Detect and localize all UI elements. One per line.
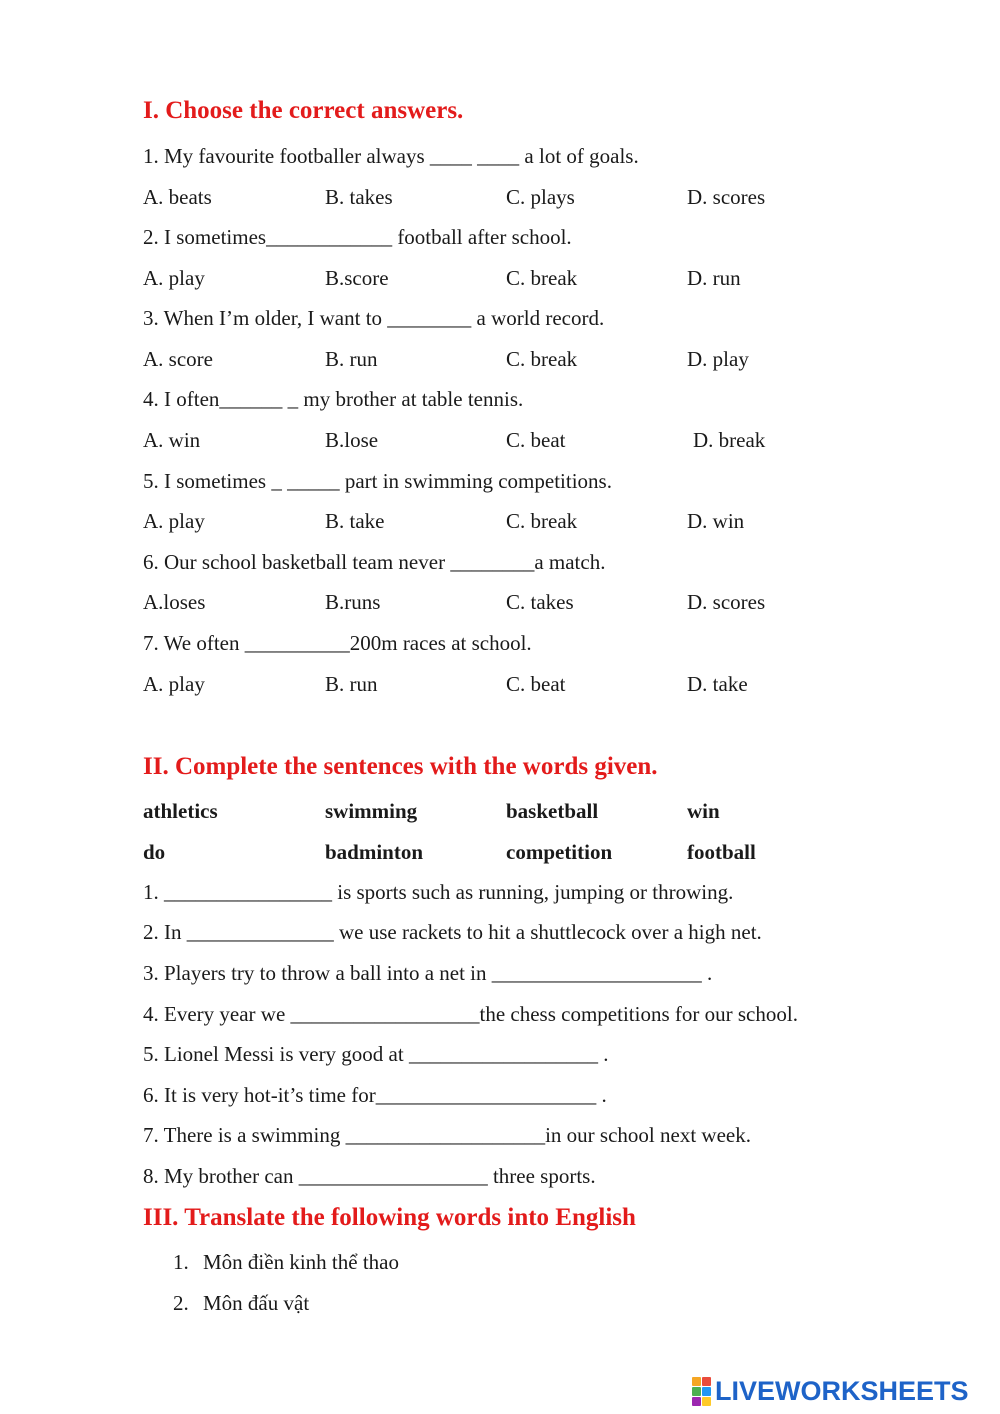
sentence-2: 2. In ______________ we use rackets to hit a shuttlecock over a high net. bbox=[143, 920, 762, 944]
q2-option-d: D. run bbox=[687, 266, 741, 290]
logo-tile bbox=[692, 1377, 701, 1386]
q4-option-b: B.lose bbox=[325, 428, 379, 452]
q6-option-b: B.runs bbox=[325, 590, 381, 614]
translate-item-text: Môn điền kinh thể thao bbox=[203, 1250, 399, 1274]
q2-option-b: B.score bbox=[325, 266, 389, 290]
sentence-6: 6. It is very hot-it’s time for_____________________ . bbox=[143, 1083, 607, 1107]
q2-option-c: C. break bbox=[506, 266, 578, 290]
section2-title: II. Complete the sentences with the words given. bbox=[143, 753, 658, 780]
q3-option-c: C. break bbox=[506, 347, 578, 371]
word-bank-item: win bbox=[687, 799, 720, 823]
q3-option-d: D. play bbox=[687, 347, 749, 371]
q5-option-c: C. break bbox=[506, 509, 578, 533]
q1-option-b: B. takes bbox=[325, 185, 393, 209]
question-4-stem: 4. I often______ _ my brother at table tennis. bbox=[143, 387, 524, 411]
word-bank-item: do bbox=[143, 840, 166, 864]
question-3-stem: 3. When I’m older, I want to ________ a world record. bbox=[143, 306, 605, 330]
question-6-stem: 6. Our school basketball team never ________a match. bbox=[143, 550, 606, 574]
logo-tile bbox=[702, 1397, 711, 1406]
q1-option-c: C. plays bbox=[506, 185, 575, 209]
translate-item-number: 1. bbox=[173, 1250, 189, 1274]
word-bank-item: competition bbox=[506, 840, 613, 864]
sentence-7: 7. There is a swimming ___________________in our school next week. bbox=[143, 1123, 751, 1147]
logo-tile bbox=[692, 1397, 701, 1406]
q5-option-b: B. take bbox=[325, 509, 385, 533]
sentence-8: 8. My brother can __________________ three sports. bbox=[143, 1164, 596, 1188]
logo-tile bbox=[702, 1387, 711, 1396]
q5-option-d: D. win bbox=[687, 509, 745, 533]
word-bank-item: basketball bbox=[506, 799, 599, 823]
word-bank-item: football bbox=[687, 840, 756, 864]
q5-option-a: A. play bbox=[143, 509, 205, 533]
q3-option-b: B. run bbox=[325, 347, 378, 371]
q6-option-d: D. scores bbox=[687, 590, 766, 614]
translate-item-number: 2. bbox=[173, 1291, 189, 1315]
question-7-stem: 7. We often __________200m races at school. bbox=[143, 631, 532, 655]
word-bank-item: badminton bbox=[325, 840, 424, 864]
q7-option-a: A. play bbox=[143, 672, 205, 696]
q4-option-a: A. win bbox=[143, 428, 201, 452]
q7-option-d: D. take bbox=[687, 672, 748, 696]
translate-item-text: Môn đấu vật bbox=[203, 1291, 310, 1315]
sentence-5: 5. Lionel Messi is very good at __________________ . bbox=[143, 1042, 609, 1066]
question-1-stem: 1. My favourite footballer always ____ ____ a lot of goals. bbox=[143, 144, 639, 168]
word-bank-item: athletics bbox=[143, 799, 218, 823]
question-2-stem: 2. I sometimes____________ football after school. bbox=[143, 225, 572, 249]
q6-option-c: C. takes bbox=[506, 590, 574, 614]
q4-option-d: D. break bbox=[693, 428, 766, 452]
sentence-3: 3. Players try to throw a ball into a net in ____________________ . bbox=[143, 961, 713, 985]
sentence-4: 4. Every year we __________________the chess competitions for our school. bbox=[143, 1002, 798, 1026]
q1-option-d: D. scores bbox=[687, 185, 766, 209]
q7-option-c: C. beat bbox=[506, 672, 566, 696]
logo-text: LIVEWORKSHEETS bbox=[715, 1375, 969, 1406]
liveworksheets-logo-icon bbox=[692, 1377, 711, 1406]
question-5-stem: 5. I sometimes _ _____ part in swimming competitions. bbox=[143, 469, 612, 493]
sentence-1: 1. ________________ is sports such as running, jumping or throwing. bbox=[143, 880, 734, 904]
q4-option-c: C. beat bbox=[506, 428, 566, 452]
q3-option-a: A. score bbox=[143, 347, 213, 371]
section1-title: I. Choose the correct answers. bbox=[143, 97, 464, 124]
logo-tile bbox=[702, 1377, 711, 1386]
q6-option-a: A.loses bbox=[143, 590, 206, 614]
q1-option-a: A. beats bbox=[143, 185, 212, 209]
q2-option-a: A. play bbox=[143, 266, 205, 290]
section3-title: III. Translate the following words into English bbox=[143, 1204, 636, 1231]
liveworksheets-logo bbox=[692, 1376, 969, 1406]
logo-tile bbox=[692, 1387, 701, 1396]
q7-option-b: B. run bbox=[325, 672, 378, 696]
word-bank-item: swimming bbox=[325, 799, 418, 823]
